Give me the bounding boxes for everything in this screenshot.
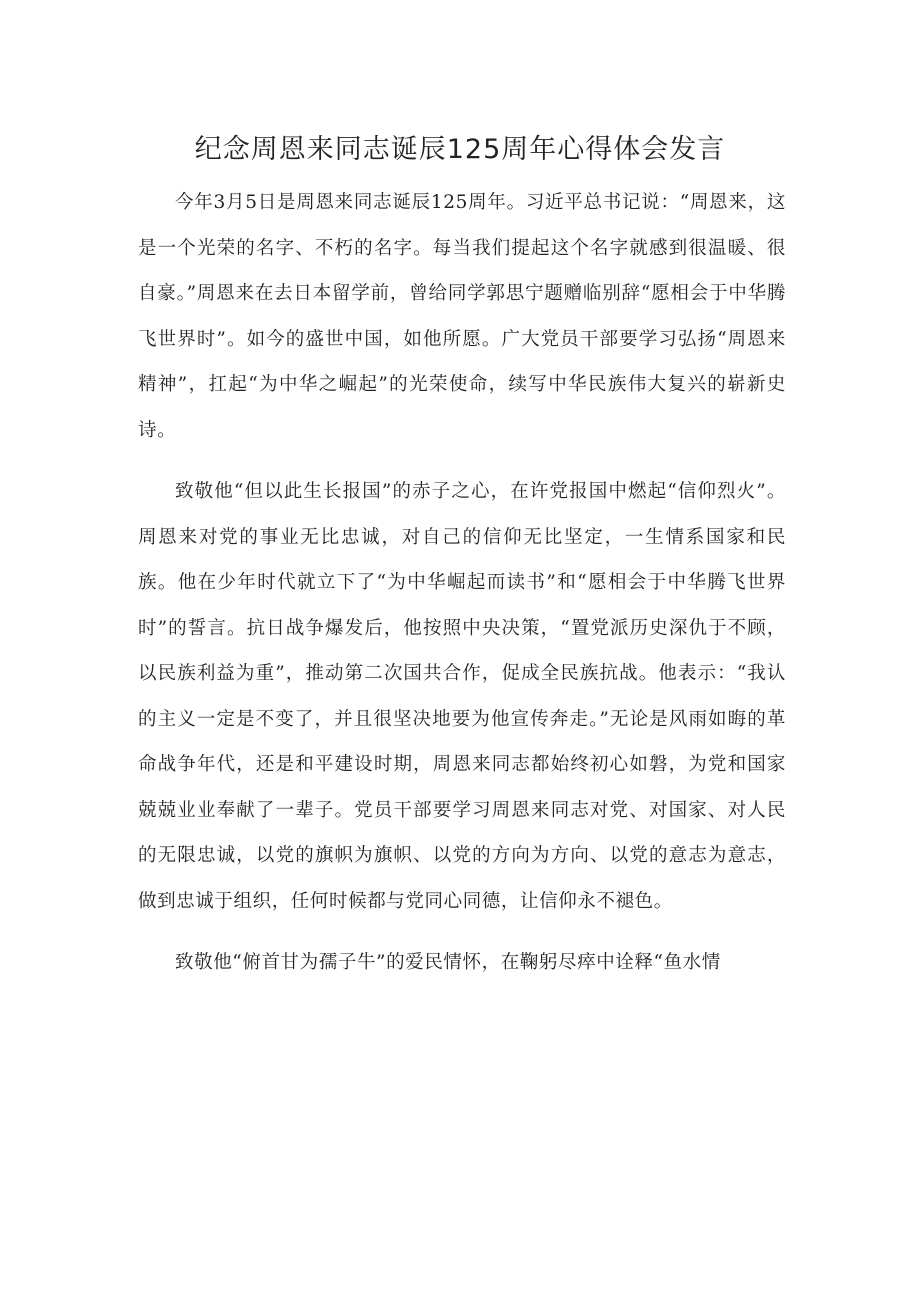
paragraph-2: 致敬他“但以此生长报国”的赤子之心，在许党报国中燃起“信仰烈火”。周恩来对党的事业无比忠诚，对自己的信仰无比坚定，一生情系国家和民族。他在少年时代就立下了“为中华崛起而读书”和“愿相会于中华腾飞世界时”的誓言。抗日战争爆发后，他按照中央决策，“置党派历史深仇于不顾，以民族利益为重”，推动第二次国共合作，促成全民族抗战。他表示：“我认的主义一定是不变了，并且很坚决地要为他宣传奔走。”无论是风雨如晦的革命战争年代，还是和平建设时期，周恩来同志都始终初心如磐，为党和国家兢兢业业奉献了一辈子。党员干部要学习周恩来同志对党、对国家、对人民的无限忠诚，以党的旗帜为旗帜、以党的方向为方向、以党的意志为意志，做到忠诚于组织，任何时候都与党同心同德，让信仰永不褪色。 — [138, 481, 786, 912]
document-body — [138, 180, 786, 1002]
paragraph-1: 今年3月5日是周恩来同志诞辰125周年。习近平总书记说：“周恩来，这是一个光荣的名字、不朽的名字。每当我们提起这个名字就感到很温暖、很自豪。”周恩来在去日本留学前，曾给同学郭思宁题赠临别辞“愿相会于中华腾飞世界时”。如今的盛世中国，如他所愿。广大党员干部要学习弘扬“周恩来精神”，扛起“为中华之崛起”的光荣使命，续写中华民族伟大复兴的崭新史诗。 — [138, 192, 786, 441]
paragraph-3: 致敬他“俯首甘为孺子牛”的爱民情怀，在鞠躬尽瘁中诠释“鱼水情 — [175, 952, 721, 973]
document-title: 纪念周恩来同志诞辰125周年心得体会发言 — [194, 134, 726, 165]
